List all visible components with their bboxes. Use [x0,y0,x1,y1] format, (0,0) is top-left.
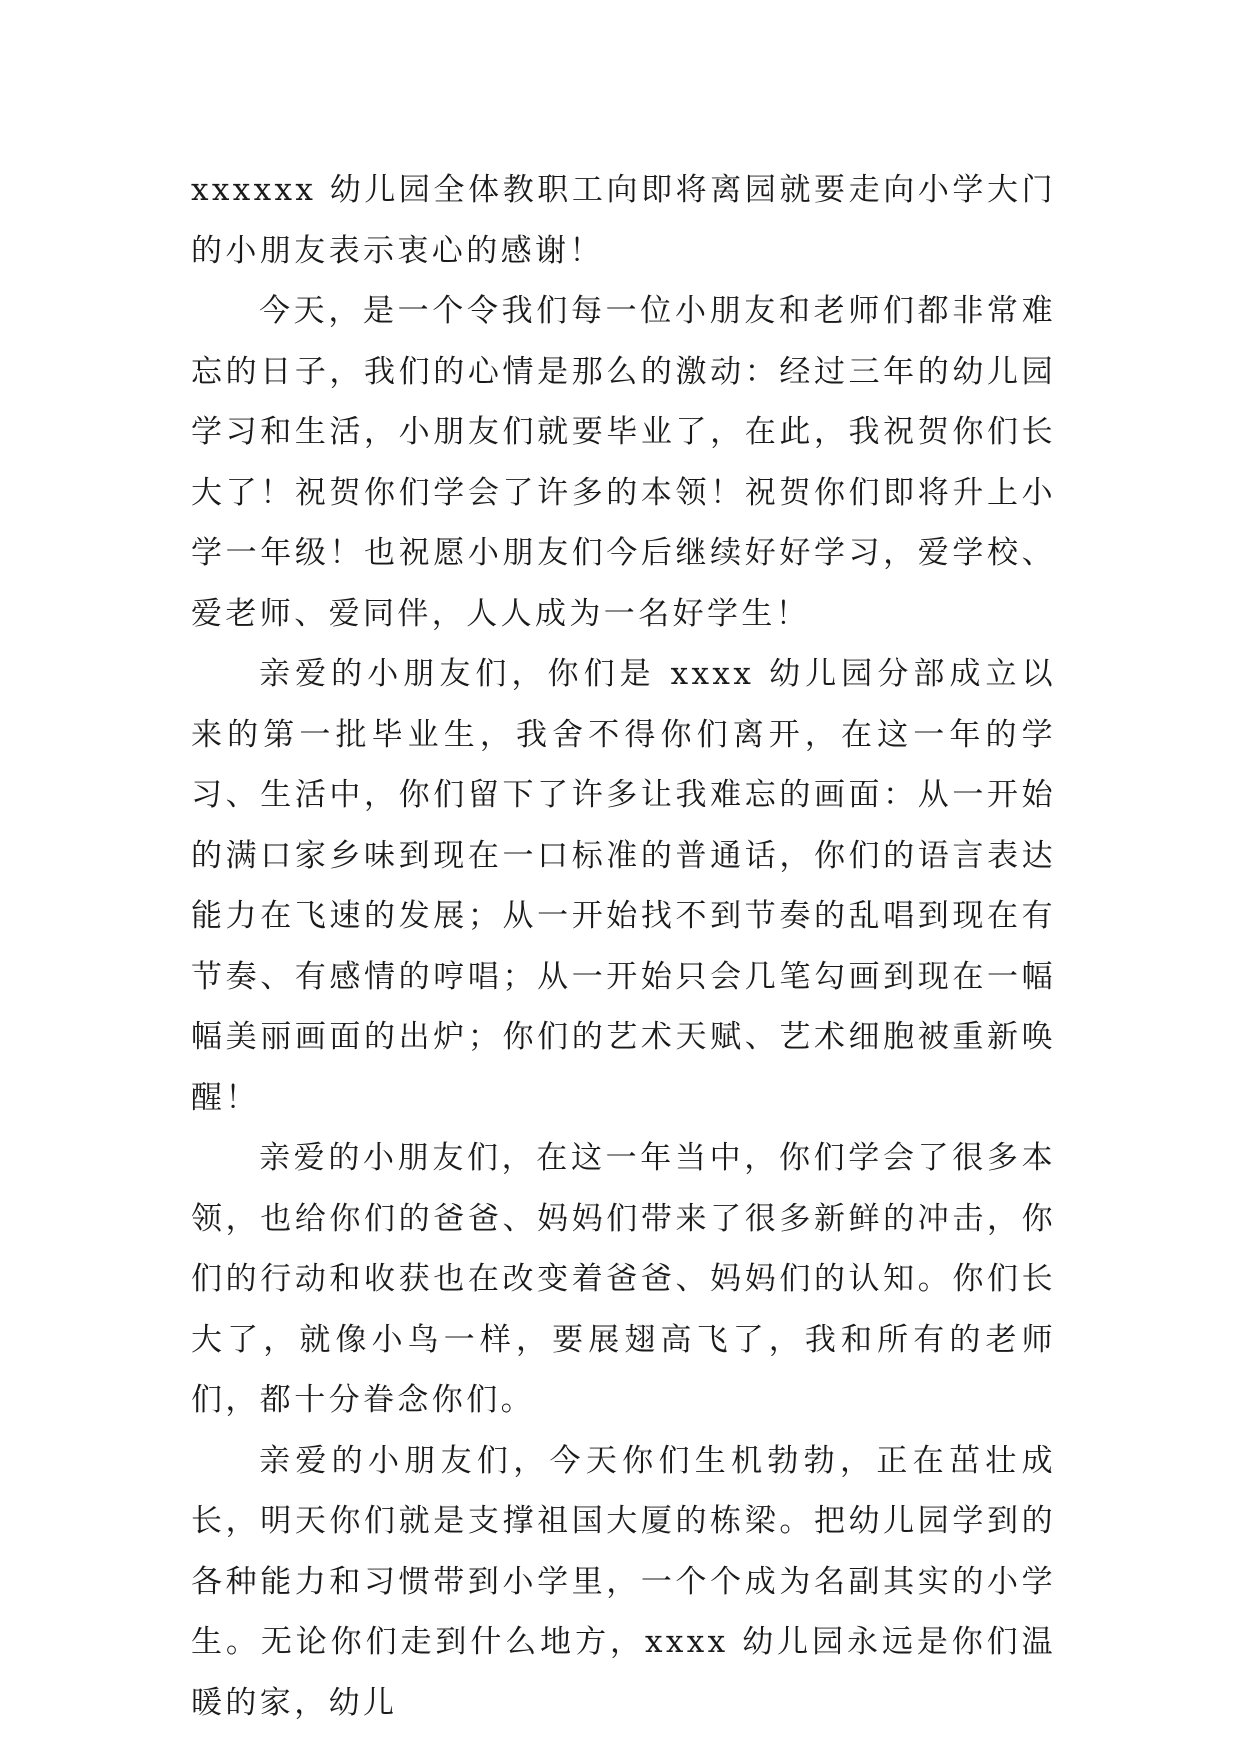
paragraph-1: xxxxxx 幼儿园全体教职工向即将离园就要走向小学大门的小朋友表示衷心的感谢！ [191,172,1056,269]
paragraph-5: 亲爱的小朋友们，今天你们生机勃勃，正在茁壮成长，明天你们就是支撑祖国大厦的栋梁。把幼儿园学到的各种能力和习惯带到小学里，一个个成为名副其实的小学生。无论你们走到什么地方，xxxx 幼儿园永远是你们温暖的家，幼儿 [191,1442,1056,1721]
paragraph-4: 亲爱的小朋友们，在这一年当中，你们学会了很多本领，也给你们的爸爸、妈妈们带来了很多新鲜的冲击，你们的行动和收获也在改变着爸爸、妈妈们的认知。你们长大了，就像小鸟一样，要展翅高飞了，我和所有的老师们，都十分眷念你们。 [191,1140,1056,1418]
document-body [191,160,1056,1733]
paragraph-3: 亲爱的小朋友们，你们是 xxxx 幼儿园分部成立以来的第一批毕业生，我舍不得你们离开，在这一年的学习、生活中，你们留下了许多让我难忘的画面：从一开始的满口家乡味到现在一口标准的普通话，你们的语言表达能力在飞速的发展；从一开始找不到节奏的乱唱到现在有节奏、有感情的哼唱；从一开始只会几笔勾画到现在一幅幅美丽画面的出炉；你们的艺术天赋、艺术细胞被重新唤醒！ [191,656,1056,1116]
paragraph-2: 今天，是一个令我们每一位小朋友和老师们都非常难忘的日子，我们的心情是那么的激动：经过三年的幼儿园学习和生活，小朋友们就要毕业了，在此，我祝贺你们长大了！祝贺你们学会了许多的本领！祝贺你们即将升上小学一年级！也祝愿小朋友们今后继续好好学习，爱学校、爱老师、爱同伴，人人成为一名好学生！ [191,293,1056,632]
